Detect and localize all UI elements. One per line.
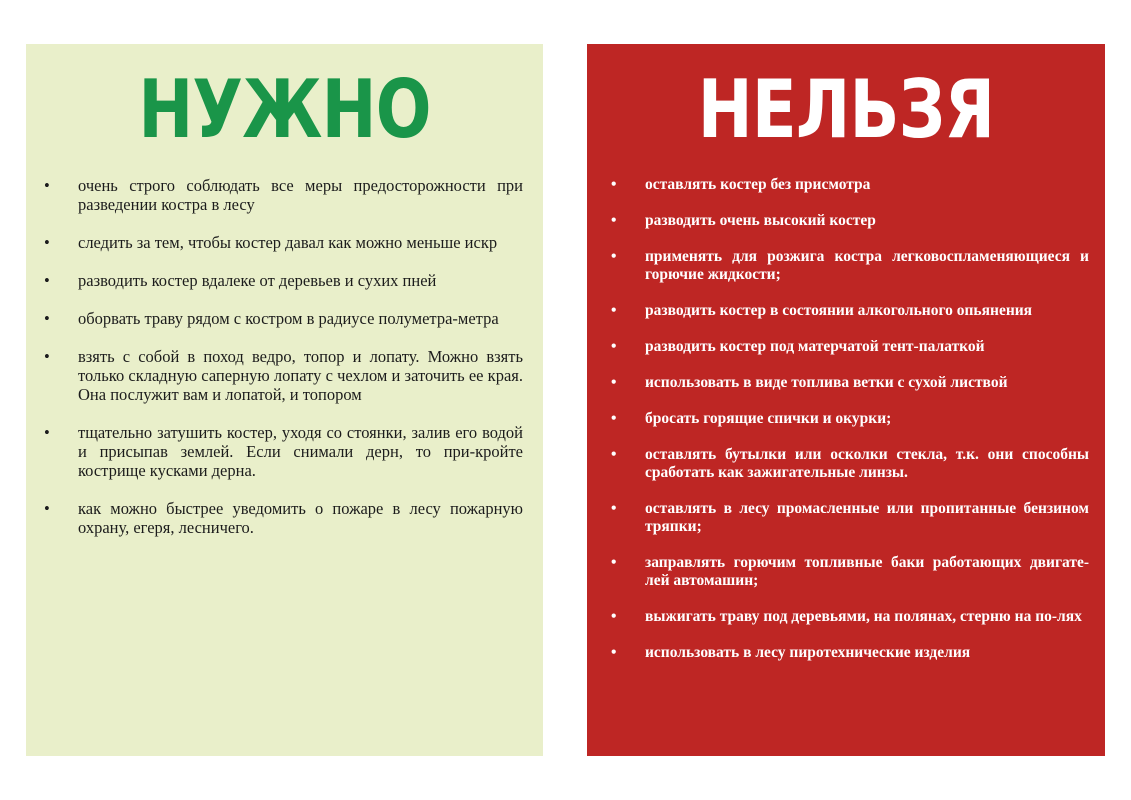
must-do-item-text: очень строго соблюдать все меры предосторожности при разведении костра в лесу — [78, 176, 523, 214]
must-not-item-text: разводить костер под матерчатой тент-палаткой — [645, 338, 985, 355]
must-do-item-text: следить за тем, чтобы костер давал как можно меньше искр — [78, 233, 498, 252]
must-not-item — [611, 176, 1089, 194]
must-do-item — [44, 176, 523, 214]
must-not-item-text: применять для розжига костра легковоспламеняющиеся и горючие жидкости; — [645, 248, 1089, 283]
must-do-list — [44, 176, 523, 556]
must-not-item — [611, 446, 1089, 482]
must-do-title: НУЖНО — [138, 63, 431, 156]
must-not-item-text: использовать в лесу пиротехнические изделия — [645, 644, 971, 661]
must-not-item-text: оставлять в лесу промасленные или пропитанные бензином тряпки; — [645, 500, 1089, 535]
must-not-item — [611, 608, 1089, 626]
must-not-item — [611, 554, 1089, 590]
must-not-item-text: разводить костер в состоянии алкогольного опьянения — [645, 302, 1033, 319]
bullet-icon: • — [611, 248, 617, 265]
must-not-item — [611, 410, 1089, 428]
bullet-icon: • — [611, 500, 617, 517]
must-not-item — [611, 248, 1089, 284]
must-not-item — [611, 302, 1089, 320]
must-do-panel — [26, 44, 543, 756]
must-not-item-text: оставлять бутылки или осколки стекла, т.к. они способны сработать как зажигательные линзы. — [645, 446, 1089, 481]
must-not-panel — [587, 44, 1105, 756]
must-do-item-text: как можно быстрее уведомить о пожаре в лесу пожарную охрану, егеря, лесничего. — [78, 499, 523, 537]
bullet-icon: • — [44, 347, 50, 366]
must-not-item-text: выжигать траву под деревьями, на полянах, стерню на по-лях — [645, 608, 1082, 625]
bullet-icon: • — [611, 608, 617, 625]
bullet-icon: • — [611, 554, 617, 571]
must-do-item-text: оборвать траву рядом с костром в радиусе полуметра-метра — [78, 309, 499, 328]
must-do-item — [44, 271, 523, 290]
must-do-item-text: взять с собой в поход ведро, топор и лопату. Можно взять только складную саперную лопату с чехлом и заточить ее края. Она послужит вам и лопатой, и топором — [78, 347, 523, 404]
bullet-icon: • — [611, 446, 617, 463]
must-not-item-text: заправлять горючим топливные баки работающих двигате-лей автомашин; — [645, 554, 1089, 589]
must-do-item-text: разводить костер вдалеке от деревьев и сухих пней — [78, 271, 437, 290]
bullet-icon: • — [611, 302, 617, 319]
must-not-title: НЕЛЬЗЯ — [697, 63, 995, 156]
must-do-item — [44, 309, 523, 328]
bullet-icon: • — [611, 410, 617, 427]
bullet-icon: • — [44, 233, 50, 252]
must-do-item — [44, 423, 523, 480]
bullet-icon: • — [611, 212, 617, 229]
must-do-item-text: тщательно затушить костер, уходя со стоянки, залив его водой и присыпав землей. Если снимали дерн, то при-кройте кострище кусками дерна. — [78, 423, 523, 480]
bullet-icon: • — [611, 338, 617, 355]
must-not-item — [611, 644, 1089, 662]
must-not-item-text: использовать в виде топлива ветки с сухой листвой — [645, 374, 1008, 391]
must-not-item — [611, 212, 1089, 230]
bullet-icon: • — [44, 271, 50, 290]
bullet-icon: • — [44, 423, 50, 442]
must-do-item — [44, 347, 523, 404]
must-not-item — [611, 338, 1089, 356]
must-do-item — [44, 233, 523, 252]
must-do-item — [44, 499, 523, 537]
must-not-item-text: оставлять костер без присмотра — [645, 176, 871, 193]
bullet-icon: • — [44, 309, 50, 328]
bullet-icon: • — [611, 644, 617, 661]
bullet-icon: • — [611, 374, 617, 391]
bullet-icon: • — [611, 176, 617, 193]
must-not-item-text: бросать горящие спички и окурки; — [645, 410, 892, 427]
must-not-list — [611, 176, 1089, 680]
bullet-icon: • — [44, 176, 50, 195]
must-not-item — [611, 500, 1089, 536]
must-not-item — [611, 374, 1089, 392]
bullet-icon: • — [44, 499, 50, 518]
must-not-item-text: разводить очень высокий костер — [645, 212, 876, 229]
